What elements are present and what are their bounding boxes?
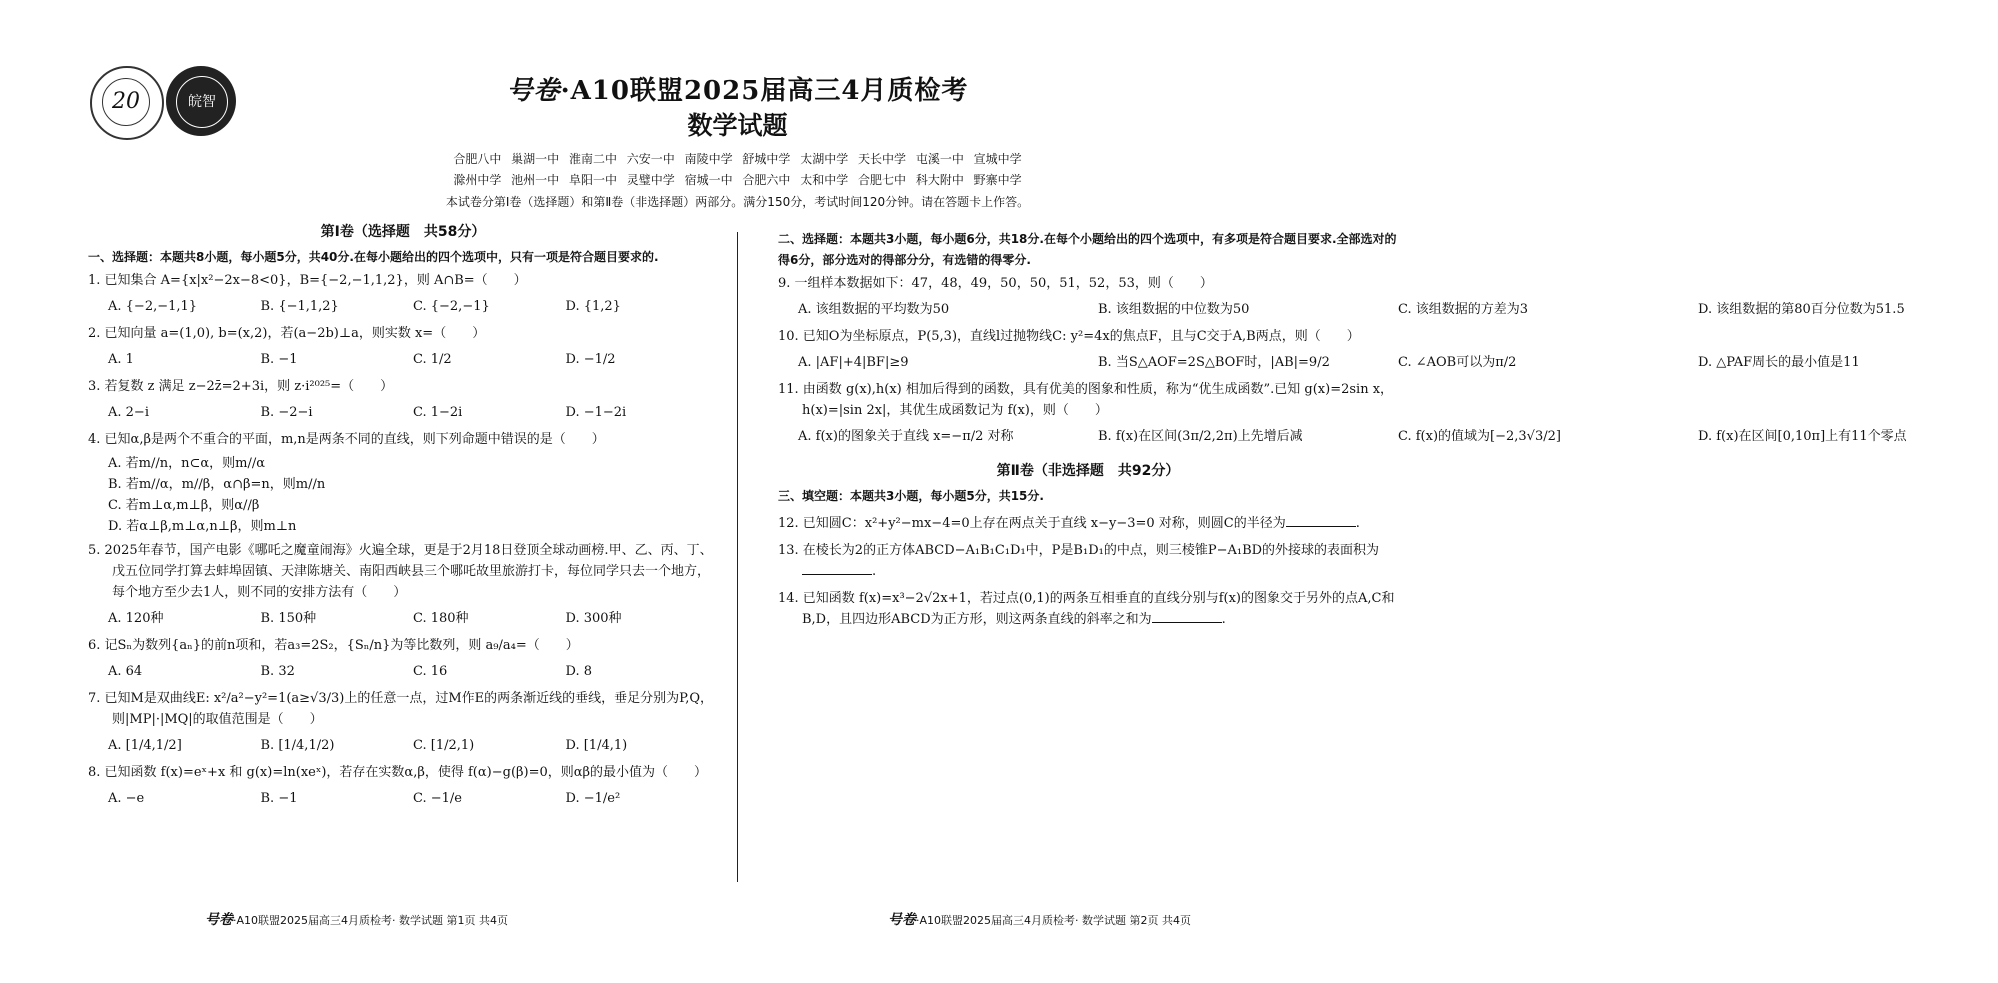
part-1-instructions: 一、选择题：本题共8小题，每小题5分，共40分.在每小题给出的四个选项中，只有一项是符合题目要求的. [88, 250, 659, 264]
option: B. −2−i [260, 405, 313, 420]
answer-blank[interactable] [802, 562, 872, 575]
left-questions [88, 270, 718, 809]
question-stem: 10. 已知O为坐标原点，P(5,3)，直线l过抛物线C: y²=4x的焦点F，且与C交于A,B两点，则（ ） [778, 329, 1360, 344]
question-stem: 9. 一组样本数据如下：47，48，49，50，50，51，52，53，则（ ） [778, 276, 1213, 291]
question-stem: 3. 若复数 z 满足 z−2z̄=2+3i，则 z·i²⁰²⁵=（ ） [88, 379, 394, 394]
option: C. 该组数据的方差为3 [1398, 302, 1529, 317]
exam-subtitle: 数学试题 [687, 111, 788, 140]
option: C. f(x)的值域为[−2,3√3/2] [1398, 429, 1561, 444]
option: C. 若m⊥α,m⊥β，则α//β [108, 498, 260, 513]
fill-question: 14. 已知函数 f(x)=x³−2√2x+1，若过点(0,1)的两条互相垂直的直线分别与f(x)的图象交于另外的点A,C和B,D，且四边形ABCD为正方形，则这两条直线的斜率之和为 . [778, 591, 1395, 627]
brand-logo: 号卷 [506, 76, 561, 106]
question-stem: 6. 记Sₙ为数列{aₙ}的前n项和，若a₃=2S₂，{Sₙ/n}为等比数列，则 a₉/a₄=（ ） [88, 638, 579, 653]
option: B. 150种 [260, 611, 317, 626]
option: B. {−1,1,2} [260, 299, 339, 314]
option: B. 当S△AOF=2S△BOF时，|AB|=9/2 [1098, 355, 1330, 370]
option: B. 该组数据的中位数为50 [1098, 302, 1250, 317]
option: A. 2−i [108, 405, 149, 420]
schools-line-2: 滁州中学 池州一中 阜阳一中 灵璧中学 宿城一中 合肥六中 太和中学 合肥七中 科大附中 野寨中学 [453, 173, 1022, 187]
option: C. 1−2i [413, 405, 463, 420]
part-3-instructions: 三、填空题：本题共3小题，每小题5分，共15分. [778, 489, 1044, 503]
exam-title: 号卷·A10联盟2025届高三4月质检考 [0, 70, 1475, 107]
option: B. 32 [260, 664, 295, 679]
option: C. 16 [413, 664, 448, 679]
question-options [88, 735, 718, 756]
question-options [88, 788, 718, 809]
option: D. 8 [565, 664, 592, 679]
option: D. −1/e² [565, 791, 621, 806]
option: C. 1/2 [413, 352, 452, 367]
question-stem: 4. 已知α,β是两个不重合的平面，m,n是两条不同的直线，则下列命题中错误的是（ ） [88, 432, 605, 447]
answer-blank[interactable] [1286, 514, 1356, 527]
question-options [88, 661, 718, 682]
exam-note: 本试卷分第Ⅰ卷（选择题）和第Ⅱ卷（非选择题）两部分。满分150分，考试时间120分钟。请在答题卡上作答。 [445, 195, 1030, 209]
option: B. f(x)在区间(3π/2,2π)上先增后减 [1098, 429, 1303, 444]
option: B. −1 [260, 352, 298, 367]
school-seal-logo: 20 [90, 66, 164, 140]
option: B. 若m//α，m//β，α∩β=n，则m//n [108, 477, 326, 492]
fill-questions [778, 513, 1398, 630]
question-options [88, 349, 718, 370]
fill-question: 13. 在棱长为2的正方体ABCD−A₁B₁C₁D₁中，P是B₁D₁的中点，则三棱锥P−A₁BD的外接球的表面积为. [778, 543, 1380, 579]
option: D. f(x)在区间[0,10π]上有11个零点 [1698, 429, 1907, 444]
education-seal-logo: 皖智 [166, 66, 236, 136]
question-stem: 7. 已知M是双曲线E: x²/a²−y²=1(a≥√3/3)上的任意一点，过M作E的两条渐近线的垂线，垂足分别为P,Q，则|MP|·|MQ|的取值范围是（ ） [88, 691, 714, 727]
option: A. {−2,−1,1} [108, 299, 198, 314]
option: D. 若α⊥β,m⊥α,n⊥β，则m⊥n [108, 519, 297, 534]
option: A. −e [108, 791, 145, 806]
option: C. [1/2,1) [413, 738, 475, 753]
option: D. 300种 [565, 611, 622, 626]
option: A. |AF|+4|BF|≥9 [798, 355, 909, 370]
option: A. 该组数据的平均数为50 [798, 302, 950, 317]
part-2-instructions: 二、选择题：本题共3小题，每小题6分，共18分.在每个小题给出的四个选项中，有多项是符合题目要求.全部选对的得6分，部分选对的得部分分，有选错的得零分. [778, 232, 1397, 267]
question-options [778, 426, 1907, 447]
option: C. ∠AOB可以为π/2 [1398, 355, 1517, 370]
question-stem: 1. 已知集合 A={x|x²−2x−8<0}，B={−2,−1,1,2}，则 A∩B=（ ） [88, 273, 527, 288]
option: A. f(x)的图象关于直线 x=−π/2 对称 [798, 429, 1014, 444]
answer-blank[interactable] [1152, 610, 1222, 623]
question-stem: 2. 已知向量 a=(1,0), b=(x,2)，若(a−2b)⊥a，则实数 x=（ ） [88, 326, 486, 341]
option: C. 180种 [413, 611, 469, 626]
option: A. [1/4,1/2] [108, 738, 182, 753]
option: A. 若m//n，n⊂α，则m//α [108, 456, 266, 471]
section-1-title: 第Ⅰ卷（选择题 共58分） [320, 224, 486, 240]
option: C. −1/e [413, 791, 462, 806]
question-stem: 5. 2025年春节，国产电影《哪吒之魔童闹海》火遍全球，更是于2月18日登顶全球动画榜.甲、乙、丙、丁、戊五位同学打算去蚌埠固镇、天津陈塘关、南阳西峡县三个哪吒故里旅游打卡，每位同学只去一个地方，每个地方至少去1人，则不同的安排方法有（ ） [88, 543, 713, 600]
option: D. −1/2 [565, 352, 616, 367]
option: D. 该组数据的第80百分位数为51.5 [1698, 302, 1905, 317]
question-options [778, 299, 1905, 320]
option: D. [1/4,1) [565, 738, 628, 753]
right-questions [778, 273, 1907, 447]
question-options [88, 608, 718, 629]
question-options [88, 296, 718, 317]
option: A. 1 [108, 352, 134, 367]
left-column [88, 222, 718, 815]
option: C. {−2,−1} [413, 299, 490, 314]
footer-page-1: 号卷·A10联盟2025届高三4月质检考· 数学试题 第1页 共4页 [205, 912, 508, 928]
question-options [88, 402, 718, 423]
option: A. 64 [108, 664, 143, 679]
right-column [778, 229, 1907, 630]
option: A. 120种 [108, 611, 164, 626]
column-divider [737, 232, 738, 882]
question-stem: 8. 已知函数 f(x)=eˣ+x 和 g(x)=ln(xeˣ)，若存在实数α,β，使得 f(α)−g(β)=0，则αβ的最小值为（ ） [88, 765, 708, 780]
option: D. {1,2} [565, 299, 621, 314]
option: D. △PAF周长的最小值是11 [1698, 355, 1860, 370]
section-2-title: 第Ⅱ卷（非选择题 共92分） [996, 463, 1180, 479]
schools-line-1: 合肥八中 巢湖一中 淮南二中 六安一中 南陵中学 舒城中学 太湖中学 天长中学 屯溪一中 宣城中学 [453, 152, 1022, 166]
footer-page-2: 号卷·A10联盟2025届高三4月质检考· 数学试题 第2页 共4页 [888, 912, 1191, 928]
question-options [88, 453, 718, 537]
option: B. [1/4,1/2) [260, 738, 335, 753]
option: B. −1 [260, 791, 298, 806]
option: D. −1−2i [565, 405, 627, 420]
question-options [778, 352, 1860, 373]
question-stem: 11. 由函数 g(x),h(x) 相加后得到的函数，具有优美的图象和性质，称为“优生成函数”.已知 g(x)=2sin x，h(x)=|sin 2x|，其优生成函数记为 f(x)，则（ ） [778, 382, 1394, 418]
fill-question: 12. 已知圆C：x²+y²−mx−4=0上存在两点关于直线 x−y−3=0 对称，则圆C的半径为 . [778, 516, 1360, 531]
